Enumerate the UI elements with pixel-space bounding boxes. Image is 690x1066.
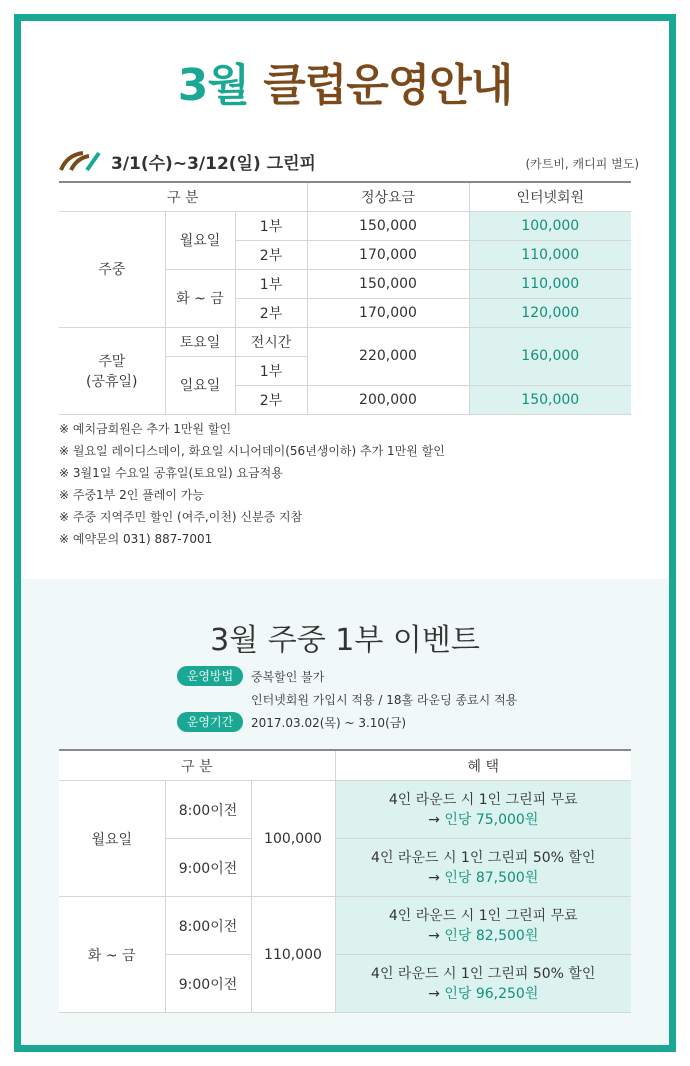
member-price: 120,000 [469, 298, 631, 327]
notes-list [59, 418, 445, 550]
benefit-line1: 4인 라운드 시 1인 그린피 50% 할인 [371, 965, 596, 982]
benefit-line1: 4인 라운드 시 1인 그린피 50% 할인 [371, 849, 596, 866]
note-item: ※ 주중1부 2인 플레이 가능 [59, 488, 204, 502]
time-label: 8:00이전 [165, 781, 251, 839]
note-item: ※ 3월1일 수요일 공휴일(토요일) 요금적용 [59, 466, 283, 480]
benefit-cell [335, 955, 631, 1013]
monday-label: 월요일 [165, 211, 235, 269]
benefit-line1: 4인 라운드 시 1인 그린피 무료 [388, 791, 578, 808]
benefit-cell [335, 839, 631, 897]
benefit-price: 인당 96,250원 [444, 985, 539, 1002]
benefit-line2 [336, 810, 632, 830]
header-benefit: 혜 택 [335, 750, 631, 781]
normal-price: 150,000 [307, 269, 469, 298]
time-label: 8:00이전 [165, 897, 251, 955]
part-label: 2부 [235, 240, 307, 269]
club-logo-icon [59, 151, 103, 171]
benefit-cell [335, 897, 631, 955]
member-price: 110,000 [469, 269, 631, 298]
part-label: 2부 [235, 385, 307, 414]
table-row [59, 897, 631, 955]
part-label: 1부 [235, 269, 307, 298]
weekend-label [59, 327, 165, 414]
benefit-cell [335, 781, 631, 839]
normal-price: 150,000 [307, 211, 469, 240]
weekend-label-line1: 주말 [98, 353, 126, 370]
arrow-icon: → [428, 811, 440, 828]
member-price: 160,000 [469, 327, 631, 385]
table-row [59, 327, 631, 356]
event-section [21, 579, 669, 1045]
note-item: ※ 예약문의 031) 887-7001 [59, 532, 213, 546]
table-header [59, 750, 631, 781]
title-text: 클럽운영안내 [263, 60, 513, 111]
header-category: 구 분 [59, 750, 335, 781]
table-header [59, 182, 631, 211]
normal-price: 170,000 [307, 240, 469, 269]
header-member: 인터넷회원 [469, 182, 631, 211]
benefit-line2 [336, 984, 632, 1004]
greenfee-title: 3/1(수)~3/12(일) 그린피 [111, 154, 316, 174]
arrow-icon: → [428, 985, 440, 1002]
part-label: 1부 [235, 356, 307, 385]
greenfee-table [59, 181, 631, 415]
benefit-line2 [336, 868, 632, 888]
benefit-line2 [336, 926, 632, 946]
benefit-price: 인당 87,500원 [444, 869, 539, 886]
note-item: ※ 주중 지역주민 할인 (여주,이천) 신분증 지참 [59, 510, 303, 524]
period-badge: 운영기간 [177, 712, 243, 732]
saturday-label: 토요일 [165, 327, 235, 356]
normal-price: 200,000 [307, 385, 469, 414]
note-item: ※ 예치금회원은 추가 1만원 할인 [59, 422, 232, 436]
all-time-label: 전시간 [235, 327, 307, 356]
price-cell: 100,000 [251, 781, 335, 897]
tue-fri-label: 화 ~ 금 [59, 897, 165, 1013]
time-label: 9:00이전 [165, 955, 251, 1013]
member-price: 100,000 [469, 211, 631, 240]
member-price: 150,000 [469, 385, 631, 414]
part-label: 1부 [235, 211, 307, 240]
weekday-label: 주중 [59, 211, 165, 327]
event-title: 3월 주중 1부 이벤트 [210, 623, 480, 658]
arrow-icon: → [428, 869, 440, 886]
benefit-price: 인당 75,000원 [444, 811, 539, 828]
sunday-label: 일요일 [165, 356, 235, 414]
normal-price: 170,000 [307, 298, 469, 327]
weekend-label-line2: (공휴일) [86, 373, 138, 390]
greenfee-note: (카트비, 캐디피 별도) [525, 157, 639, 171]
page-frame [14, 14, 676, 1052]
greenfee-heading [59, 145, 639, 175]
note-item: ※ 월요일 레이디스데이, 화요일 시니어데이(56년생이하) 추가 1만원 할인 [59, 444, 445, 458]
header-category: 구 분 [59, 182, 307, 211]
time-label: 9:00이전 [165, 839, 251, 897]
table-row [59, 781, 631, 839]
benefit-line1: 4인 라운드 시 1인 그린피 무료 [388, 907, 578, 924]
monday-label: 월요일 [59, 781, 165, 897]
page-title [21, 49, 669, 113]
member-price: 110,000 [469, 240, 631, 269]
price-cell: 110,000 [251, 897, 335, 1013]
arrow-icon: → [428, 927, 440, 944]
method-badge: 운영방법 [177, 666, 243, 686]
period-text: 2017.03.02(목) ~ 3.10(금) [251, 716, 407, 730]
part-label: 2부 [235, 298, 307, 327]
benefit-price: 인당 82,500원 [444, 927, 539, 944]
title-month: 3월 [177, 60, 249, 111]
normal-price: 220,000 [307, 327, 469, 385]
tue-fri-label: 화 ~ 금 [165, 269, 235, 327]
header-normal: 정상요금 [307, 182, 469, 211]
method-line1: 중복할인 불가 [251, 670, 325, 684]
method-line2: 인터넷회원 가입시 적용 / 18홀 라운딩 종료시 적용 [251, 693, 518, 707]
table-row [59, 211, 631, 240]
event-table [59, 749, 631, 1013]
